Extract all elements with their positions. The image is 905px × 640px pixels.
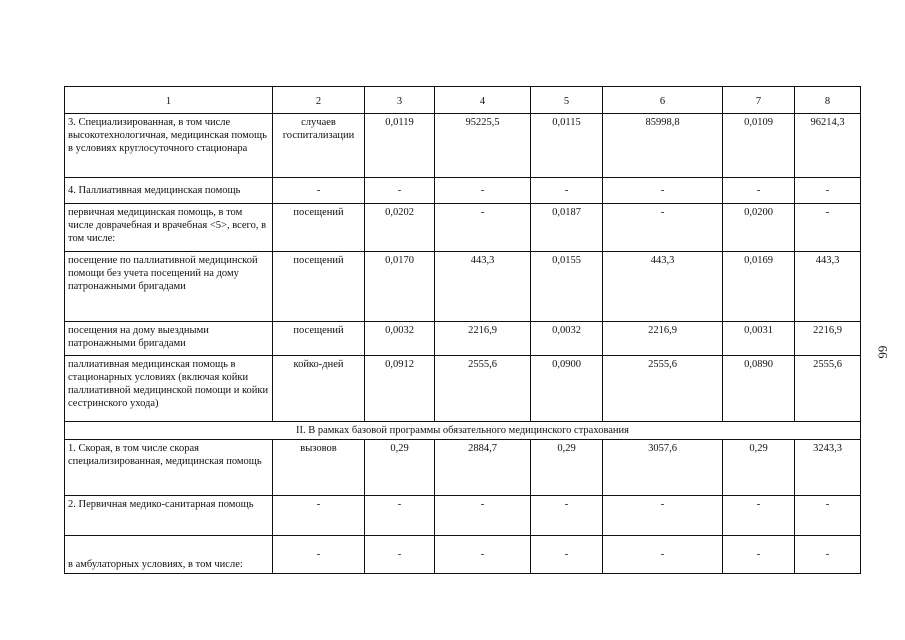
value-cell: 2555,6	[435, 356, 531, 422]
value-cell: -	[365, 178, 435, 204]
value-cell: 2216,9	[603, 322, 723, 356]
value-cell: 0,0169	[723, 252, 795, 322]
value-cell: 0,0200	[723, 204, 795, 252]
value-cell: 0,0032	[365, 322, 435, 356]
value-cell: -	[795, 536, 861, 574]
value-cell: 0,0032	[531, 322, 603, 356]
unit-cell: посещений	[273, 204, 365, 252]
value-cell: 3057,6	[603, 440, 723, 496]
table-row	[65, 252, 861, 322]
value-cell: 443,3	[435, 252, 531, 322]
page-number: 66	[875, 345, 891, 359]
value-cell: 0,0170	[365, 252, 435, 322]
row-label: паллиативная медицинская помощь в стационарных условиях (включая койки паллиативной медицинской помощи и койки сестринского ухода)	[65, 356, 273, 422]
unit-cell: посещений	[273, 322, 365, 356]
value-cell: 443,3	[603, 252, 723, 322]
column-number: 7	[723, 87, 795, 114]
value-cell: -	[531, 536, 603, 574]
value-cell: 2216,9	[795, 322, 861, 356]
medical-care-table	[64, 86, 861, 574]
value-cell: 3243,3	[795, 440, 861, 496]
unit-cell: случаев госпитализации	[273, 114, 365, 178]
table-row	[65, 178, 861, 204]
value-cell: 0,0202	[365, 204, 435, 252]
value-cell: 0,0155	[531, 252, 603, 322]
unit-cell: посещений	[273, 252, 365, 322]
table-row	[65, 440, 861, 496]
value-cell: -	[603, 536, 723, 574]
column-number: 8	[795, 87, 861, 114]
table-row	[65, 322, 861, 356]
value-cell: 0,0900	[531, 356, 603, 422]
value-cell: 443,3	[795, 252, 861, 322]
value-cell: -	[723, 178, 795, 204]
value-cell: 85998,8	[603, 114, 723, 178]
row-label: посещение по паллиативной медицинской помощи без учета посещений на дому патронажными бригадами	[65, 252, 273, 322]
table-row	[65, 114, 861, 178]
value-cell: -	[435, 496, 531, 536]
value-cell: -	[435, 204, 531, 252]
value-cell: 0,0187	[531, 204, 603, 252]
row-label: 3. Специализированная, в том числе высокотехнологичная, медицинская помощь в условиях круглосуточного стационара	[65, 114, 273, 178]
table-row	[65, 356, 861, 422]
value-cell: -	[435, 178, 531, 204]
column-number: 1	[65, 87, 273, 114]
table-row	[65, 496, 861, 536]
value-cell: -	[531, 496, 603, 536]
column-number: 3	[365, 87, 435, 114]
value-cell: -	[795, 178, 861, 204]
row-label: посещения на дому выездными патронажными бригадами	[65, 322, 273, 356]
section-row	[65, 422, 861, 440]
row-label: 1. Скорая, в том числе скорая специализированная, медицинская помощь	[65, 440, 273, 496]
value-cell: -	[723, 496, 795, 536]
row-label: в амбулаторных условиях, в том числе:	[65, 536, 273, 574]
row-label: 2. Первичная медико-санитарная помощь	[65, 496, 273, 536]
row-label: 4. Паллиативная медицинская помощь	[65, 178, 273, 204]
value-cell: 0,29	[531, 440, 603, 496]
column-number-row	[65, 87, 861, 114]
value-cell: -	[603, 204, 723, 252]
value-cell: -	[723, 536, 795, 574]
value-cell: -	[365, 496, 435, 536]
value-cell: 95225,5	[435, 114, 531, 178]
value-cell: 0,0109	[723, 114, 795, 178]
value-cell: 2555,6	[795, 356, 861, 422]
value-cell: 0,0031	[723, 322, 795, 356]
value-cell: -	[795, 204, 861, 252]
column-number: 5	[531, 87, 603, 114]
table-row	[65, 204, 861, 252]
column-number: 6	[603, 87, 723, 114]
value-cell: -	[531, 178, 603, 204]
unit-cell: вызовов	[273, 440, 365, 496]
column-number: 4	[435, 87, 531, 114]
value-cell: 0,0115	[531, 114, 603, 178]
value-cell: -	[603, 178, 723, 204]
value-cell: 2555,6	[603, 356, 723, 422]
value-cell: -	[603, 496, 723, 536]
unit-cell: -	[273, 496, 365, 536]
value-cell: 96214,3	[795, 114, 861, 178]
table-row	[65, 536, 861, 574]
unit-cell: -	[273, 178, 365, 204]
column-number: 2	[273, 87, 365, 114]
value-cell: 0,29	[723, 440, 795, 496]
value-cell: -	[435, 536, 531, 574]
section-title: II. В рамках базовой программы обязательного медицинского страхования	[65, 422, 861, 440]
unit-cell: койко-дней	[273, 356, 365, 422]
value-cell: 0,29	[365, 440, 435, 496]
unit-cell: -	[273, 536, 365, 574]
row-label: первичная медицинская помощь, в том числе доврачебная и врачебная <5>, всего, в том числе:	[65, 204, 273, 252]
value-cell: 2884,7	[435, 440, 531, 496]
value-cell: 0,0912	[365, 356, 435, 422]
value-cell: -	[365, 536, 435, 574]
value-cell: 0,0119	[365, 114, 435, 178]
value-cell: 2216,9	[435, 322, 531, 356]
value-cell: -	[795, 496, 861, 536]
value-cell: 0,0890	[723, 356, 795, 422]
